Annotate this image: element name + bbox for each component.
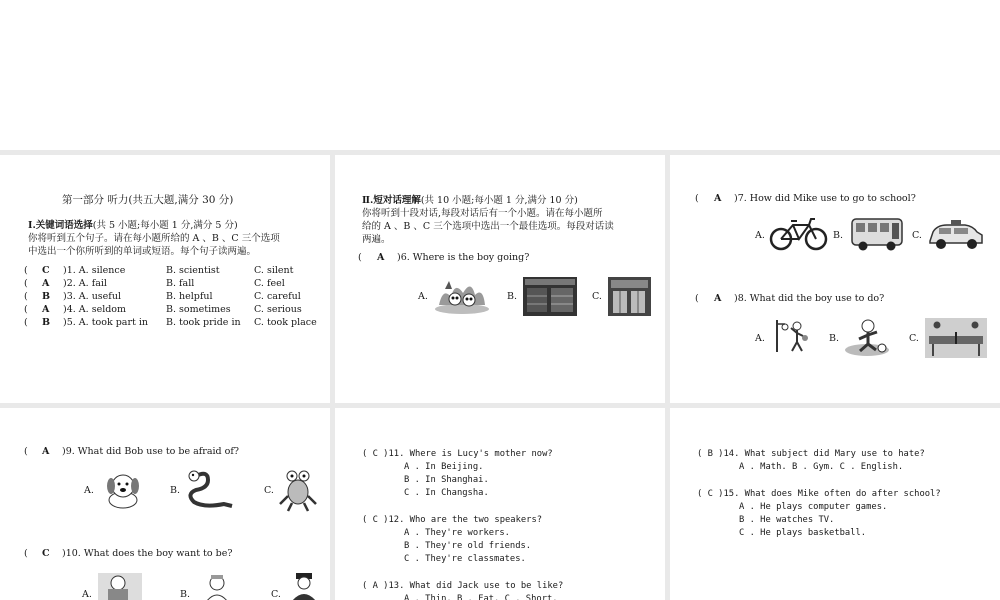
part-title: 第一部分 听力(共五大题,满分 30 分) — [62, 194, 234, 206]
basketball-player-picture — [771, 318, 811, 354]
option-text: C . He plays basketball. — [739, 528, 867, 538]
dog-picture — [100, 470, 146, 510]
question-option-a: )4. A. seldom — [63, 304, 127, 315]
option-label: A. — [84, 485, 94, 496]
option-label: A. — [755, 230, 765, 241]
zoo-animals-picture — [433, 275, 491, 315]
option-text: A . In Beijing. — [404, 462, 484, 472]
answer-letter: A — [714, 193, 722, 204]
section2-instruction-line: 给的 A 、B 、C 三个选项中选出一个最佳选项。每段对话读 — [362, 221, 614, 232]
option-text: A . He plays computer games. — [739, 502, 888, 512]
question-text: )7. How did Mike use to go to school? — [734, 193, 916, 204]
panel-section2-start — [335, 155, 665, 403]
taxi-picture — [927, 217, 985, 251]
answer-open-paren: ( — [24, 265, 28, 276]
option-label: B. — [180, 589, 191, 600]
section2-instruction-line: 两遍。 — [362, 234, 391, 245]
option-label: C. — [909, 333, 919, 344]
question-option-c: C. feel — [254, 278, 285, 289]
panel-q7-q8 — [670, 155, 1000, 403]
section2-heading — [362, 195, 578, 207]
question-option-b: B. took pride in — [166, 317, 241, 328]
panel-q14-q15 — [670, 408, 1000, 600]
answer-letter: A — [42, 446, 50, 457]
panel-q11-q13 — [335, 408, 665, 600]
option-text: A . They're workers. — [404, 528, 510, 538]
section1-heading — [28, 220, 238, 232]
question-text: ( B )14. What subject did Mary use to hate? — [697, 449, 925, 459]
option-label: C. — [592, 291, 602, 302]
option-label: C. — [264, 485, 274, 496]
question-text: )9. What did Bob use to be afraid of? — [62, 446, 239, 457]
option-label: C. — [912, 230, 922, 241]
answer-letter: B — [42, 291, 51, 302]
section2-info: (共 10 小题;每小题 1 分,满分 10 分) — [420, 195, 578, 206]
answer-letter: C — [42, 265, 50, 276]
panel-q9-q10 — [0, 408, 330, 600]
option-label: A. — [418, 291, 428, 302]
question-option-c: C. silent — [254, 265, 294, 276]
option-label: B. — [507, 291, 518, 302]
answer-letter: A — [377, 252, 385, 263]
section1-title: Ⅰ.关键词语选择 — [28, 220, 93, 231]
police-officer-picture — [289, 571, 319, 600]
answer-open-paren: ( — [24, 278, 28, 289]
section2-instruction-line: 你将听到十段对话,每段对话后有一个小题。请在每小题所 — [362, 208, 603, 219]
answer-open-paren: ( — [695, 193, 699, 204]
option-label: A. — [82, 589, 92, 600]
doctor-picture — [202, 574, 232, 600]
option-text: B . They're old friends. — [404, 541, 532, 551]
shop-picture — [523, 277, 577, 316]
question-text: )8. What did the boy use to do? — [734, 293, 885, 304]
building-picture — [608, 277, 651, 316]
question-option-c: C. careful — [254, 291, 301, 302]
option-label: B. — [833, 230, 844, 241]
option-label: B. — [170, 485, 181, 496]
question-option-b: B. sometimes — [166, 304, 231, 315]
answer-letter: C — [42, 548, 50, 559]
answer-open-paren: ( — [24, 317, 28, 328]
answer-letter: A — [714, 293, 722, 304]
option-text: C . In Changsha. — [404, 488, 489, 498]
section2-title: Ⅱ.短对话理解 — [362, 195, 421, 206]
table-tennis-picture — [925, 318, 987, 358]
option-text: B . He watches TV. — [739, 515, 835, 525]
answer-letter: A — [42, 304, 50, 315]
question-option-b: B. scientist — [166, 265, 220, 276]
question-option-b: B. helpful — [166, 291, 213, 302]
question-text: ( A )13. What did Jack use to be like? — [362, 581, 564, 591]
section1-instruction-line: 中选出一个你所听到的单词或短语。每个句子读两遍。 — [28, 246, 257, 257]
answer-open-paren: ( — [358, 252, 362, 263]
worker-picture — [98, 573, 142, 600]
answer-open-paren: ( — [24, 446, 28, 457]
option-label: C. — [271, 589, 281, 600]
option-text: B . In Shanghai. — [404, 475, 489, 485]
answer-open-paren: ( — [24, 291, 28, 302]
option-text: A . Math. B . Gym. C . English. — [739, 462, 904, 472]
option-text: A . Thin. B . Fat. C . Short. — [404, 594, 558, 600]
answer-letter: A — [42, 278, 50, 289]
question-option-a: )2. A. fail — [63, 278, 107, 289]
bus-picture — [850, 215, 904, 253]
blank-top-area — [0, 0, 1000, 150]
question-text: )6. Where is the boy going? — [397, 252, 530, 263]
option-label: A. — [755, 333, 765, 344]
question-option-a: )5. A. took part in — [63, 317, 149, 328]
question-option-c: C. took place — [254, 317, 317, 328]
option-text: C . They're classmates. — [404, 554, 526, 564]
answer-open-paren: ( — [24, 304, 28, 315]
question-option-c: C. serious — [254, 304, 302, 315]
question-text: ( C )11. Where is Lucy's mother now? — [362, 449, 553, 459]
question-text: )10. What does the boy want to be? — [62, 548, 233, 559]
section1-info: (共 5 小题;每小题 1 分,满分 5 分) — [92, 220, 238, 231]
question-text: ( C )15. What does Mike often do after school? — [697, 489, 941, 499]
answer-open-paren: ( — [695, 293, 699, 304]
answer-open-paren: ( — [24, 548, 28, 559]
section1-instruction-line: 你将听到五个句子。请在每小题所给的 A 、B 、C 三个选项 — [28, 233, 280, 244]
frog-picture — [278, 466, 318, 512]
option-label: B. — [829, 333, 840, 344]
question-option-b: B. fall — [166, 278, 195, 289]
football-player-picture — [844, 318, 890, 356]
bicycle-picture — [769, 215, 829, 251]
question-option-a: )1. A. silence — [63, 265, 126, 276]
question-text: ( C )12. Who are the two speakers? — [362, 515, 543, 525]
panel-part1-section1 — [0, 155, 330, 403]
answer-letter: B — [42, 317, 51, 328]
question-option-a: )3. A. useful — [63, 291, 121, 302]
snake-picture — [184, 468, 234, 512]
